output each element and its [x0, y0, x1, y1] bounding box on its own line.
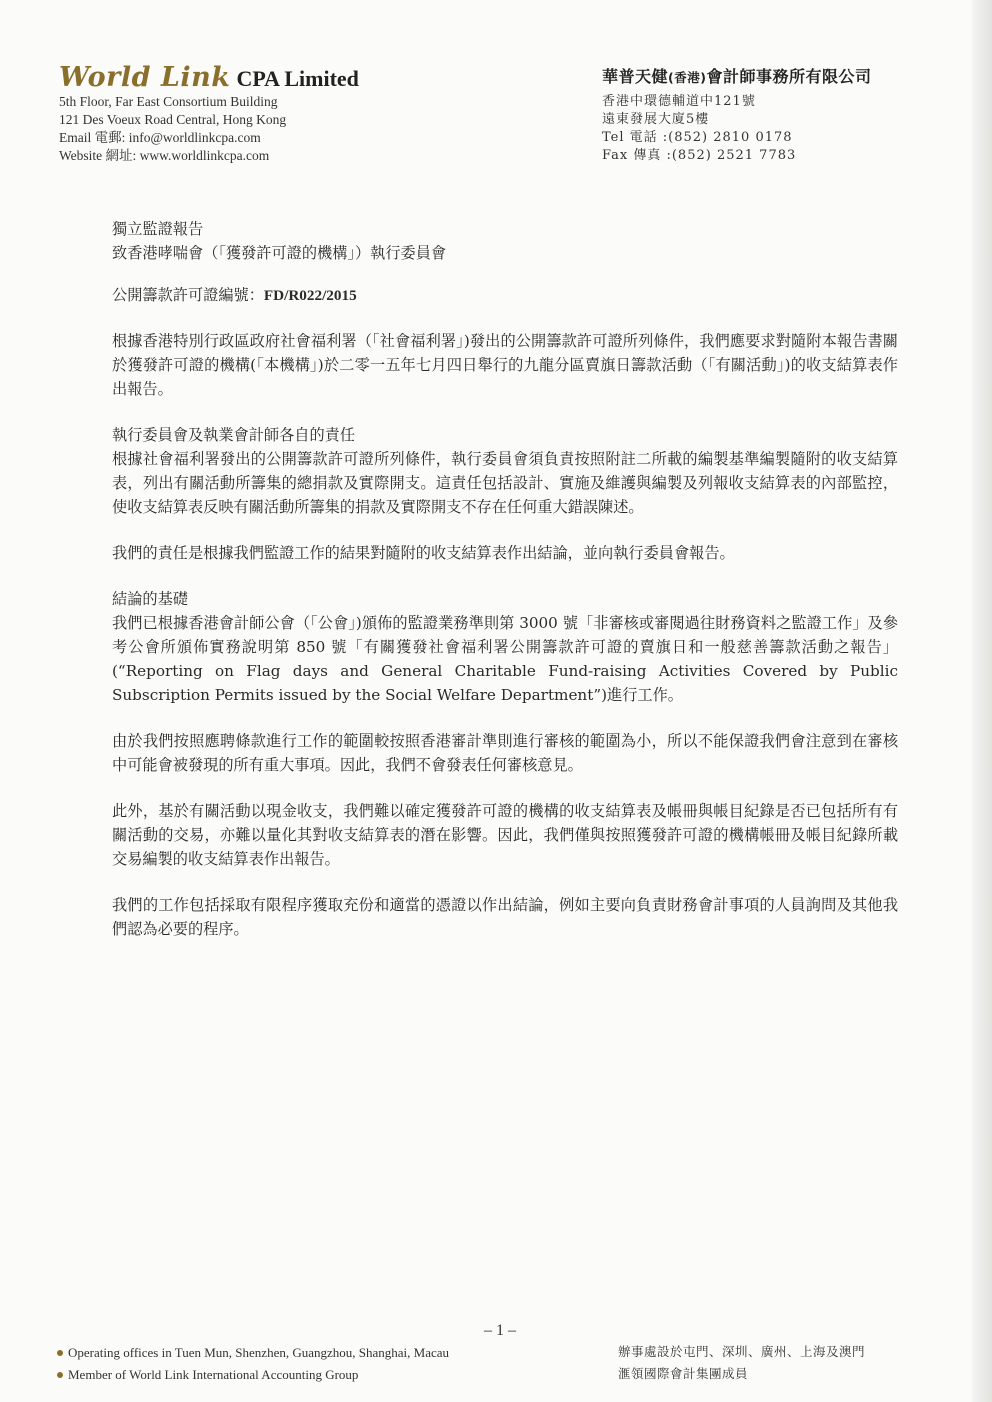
report-header [112, 217, 898, 265]
footer-offices-text: Operating offices in Tuen Mun, Shenzhen, Guangzhou, Shanghai, Macau [68, 1345, 450, 1360]
chinese-company-name [602, 64, 871, 87]
permit-label: 公開籌款許可證編號： [112, 286, 264, 304]
our-responsibility-paragraph: 我們的責任是根據我們監證工作的結果對隨附的收支結算表作出結論，並向執行委員會報告。 [112, 544, 735, 562]
fax-line: Fax 傳真 :(852) 2521 7783 [602, 148, 797, 163]
logo-suffix: CPA Limited [236, 66, 359, 91]
permit-number-line [112, 283, 898, 308]
permit-number: FD/R022/2015 [263, 287, 357, 304]
footer-member-line [57, 1364, 449, 1386]
responsibility-paragraph: 根據社會福利署發出的公開籌款許可證所列條件，執行委員會須負責按照附註二所載的編製基準編製隨附的收支結算表，列出有關活動所籌集的總捐款及實際開支。這責任包括設計、實施及維護與編製及列報收支結算表的內部監控，使收支結算表反映有關活動所籌集的捐款及實際開支不存在任何重大錯誤陳述。 [112, 450, 898, 516]
report-addressee: 致香港哮喘會（「獲發許可證的機構」）執行委員會 [112, 244, 447, 262]
footer-left [57, 1342, 449, 1386]
footer-cn-offices: 辦事處設於屯門、深圳、廣州、上海及澳門 [618, 1344, 866, 1359]
page-edge-shadow [972, 0, 992, 1402]
work-performed-paragraph: 我們的工作包括採取有限程序獲取充份和適當的憑證以作出結論，例如主要向負責財務會計事項的人員詢問及其他我們認為必要的程序。 [112, 896, 898, 938]
cn-name-tail: 會計師事務所有限公司 [706, 67, 872, 86]
website-line: Website 網址: www.worldlinkcpa.com [59, 148, 270, 163]
scope-paragraph: 由於我們按照應聘條款進行工作的範圍較按照香港審計準則進行審核的範圍為小，所以不能保證我們會注意到在審核中可能會被發現的所有重大事項。因此，我們不會發表任何審核意見。 [112, 732, 898, 774]
bullet-icon [57, 1372, 63, 1378]
tel-line: Tel 電話 :(852) 2810 0178 [602, 130, 793, 145]
footer-member-text: Member of World Link International Accounting Group [68, 1367, 359, 1382]
basis-paragraph: 我們已根據香港會計師公會（「公會」)頒佈的監證業務準則第 3000 號「非審核或審閱過往財務資料之監證工作」及參考公會所頒佈實務說明第 850 號「有關獲發社會福利署公開籌款許可證的賣旗日和一般慈善籌款活動之報告」(“Reporting on Flag days and General Charitable Fund-raising Activities Covered by Public Subscription Permits issued by the Social Welfare Department”)進行工作。 [112, 614, 898, 704]
cn-name-main: 華普天健 [602, 67, 669, 86]
logo-script-text: World Link [59, 62, 231, 93]
letterhead-left [59, 62, 359, 165]
footer-right [618, 1341, 865, 1385]
basis-heading: 結論的基礎 [112, 590, 188, 608]
footer-offices-line [57, 1342, 449, 1364]
cn-address-line: 香港中環德輔道中121號 [602, 94, 756, 109]
responsibility-heading: 執行委員會及執業會計師各自的責任 [112, 426, 355, 444]
company-logo [59, 62, 359, 93]
page-number: – 1 – [484, 1322, 516, 1339]
address-line: 121 Des Voeux Road Central, Hong Kong [59, 112, 287, 127]
footer-cn-member: 滙領國際會計集團成員 [618, 1366, 749, 1381]
intro-paragraph: 根據香港特別行政區政府社會福利署（「社會福利署」)發出的公開籌款許可證所列條件，我們應要求對隨附本報告書關於獲發許可證的機構(「本機構」)於二零一五年七月四日舉行的九龍分區賣旗日籌款活動（「有關活動」)的收支結算表作出報告。 [112, 332, 898, 398]
address-line: 5th Floor, Far East Consortium Building [59, 94, 278, 109]
report-body [112, 217, 898, 963]
cn-name-hk: (香港) [668, 70, 707, 85]
email-line: Email 電郵: info@worldlinkcpa.com [59, 130, 261, 145]
cash-limitation-paragraph: 此外，基於有關活動以現金收支，我們難以確定獲發許可證的機構的收支結算表及帳冊與帳目紀錄是否已包括所有有關活動的交易，亦難以量化其對收支結算表的潛在影響。因此，我們僅與按照獲發許可證的機構帳冊及帳目紀錄所載交易編製的收支結算表作出報告。 [112, 802, 898, 868]
report-title: 獨立監證報告 [112, 220, 204, 238]
bullet-icon [57, 1350, 63, 1356]
letterhead-right [602, 64, 871, 165]
cn-address-line: 遠東發展大廈5樓 [602, 112, 710, 127]
